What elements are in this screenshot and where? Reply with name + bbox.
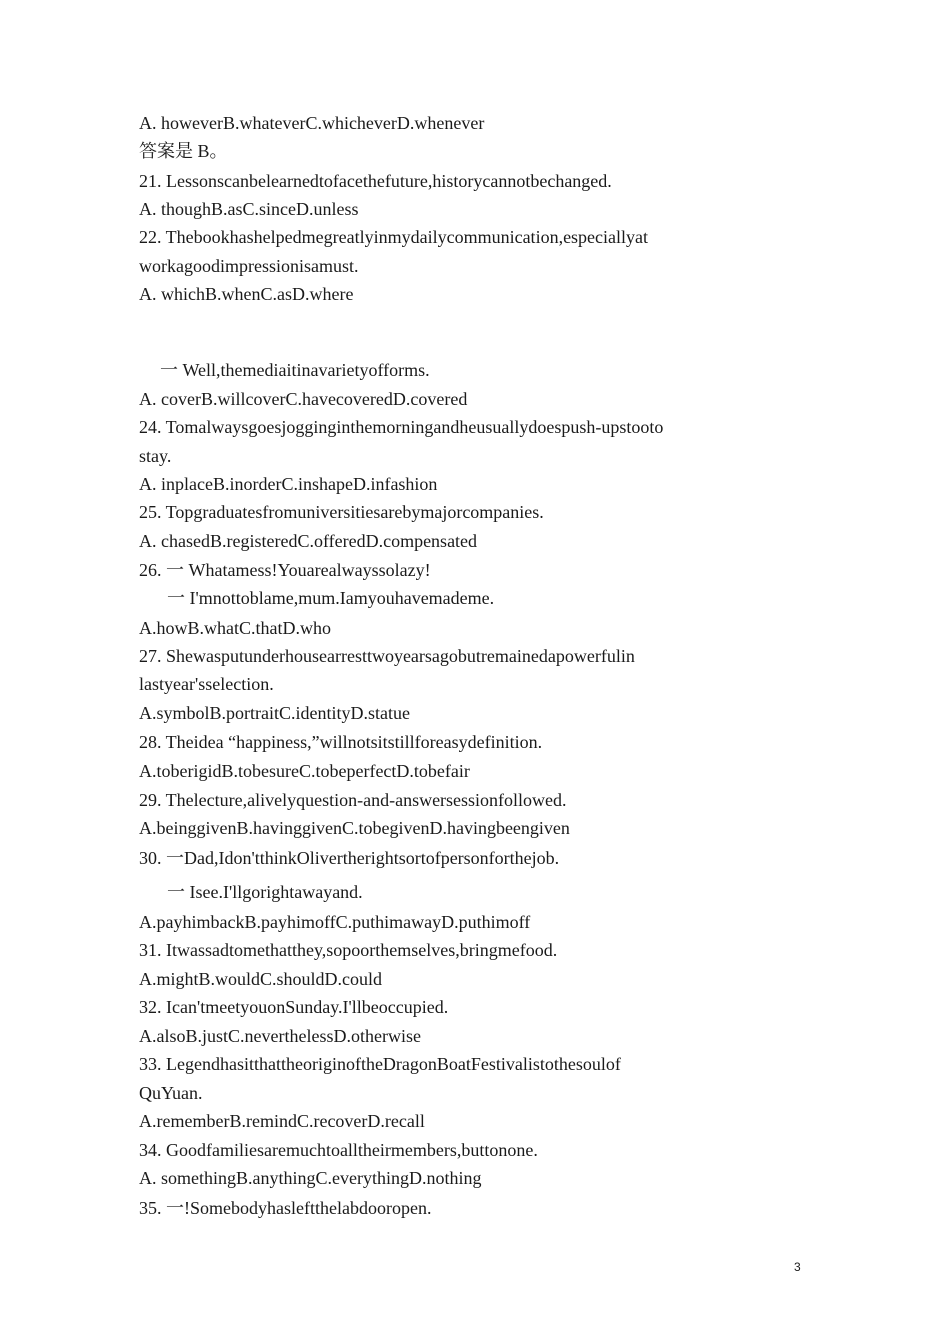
text-line: 30. 一Dad,Idon'tthinkOlivertherightsortofpersonforthejob. bbox=[139, 848, 560, 868]
text-line: 21. Lessonscanbelearnedtofacethefuture,historycannotbechanged. bbox=[139, 171, 612, 191]
text-line: 27. Shewasputunderhousearresttwoyearsagobutremainedapowerfulin bbox=[139, 646, 635, 666]
page-number: 3 bbox=[794, 1260, 801, 1274]
text-line: 29. Thelecture,alivelyquestion-and-answersessionfollowed. bbox=[139, 790, 567, 810]
text-line: 35. 一!Somebodyhasleftthelabdooropen. bbox=[139, 1198, 432, 1218]
text-line: workagoodimpressionisamust. bbox=[139, 256, 359, 276]
text-line: 一 Well,themediaitinavarietyofforms. bbox=[160, 360, 430, 380]
text-line: 32. Ican'tmeetyouonSunday.I'llbeoccupied. bbox=[139, 997, 449, 1017]
text-line: lastyear'sselection. bbox=[139, 674, 274, 694]
text-line: A. whichB.whenC.asD.where bbox=[139, 284, 354, 304]
text-line: 34. Goodfamiliesaremuchtoalltheirmembers,buttonone. bbox=[139, 1140, 538, 1160]
text-line: A. somethingB.anythingC.everythingD.nothing bbox=[139, 1168, 482, 1188]
text-line: A. chasedB.registeredC.offeredD.compensated bbox=[139, 531, 478, 551]
text-line: 26. 一 Whatamess!Youarealwayssolazy! bbox=[139, 560, 431, 580]
text-line: A.symbolB.portraitC.identityD.statue bbox=[139, 703, 410, 723]
text-line: A. thoughB.asC.sinceD.unless bbox=[139, 199, 359, 219]
text-line: 28. Theidea “happiness,”willnotsitstillforeasydefinition. bbox=[139, 732, 543, 752]
text-line: A.mightB.wouldC.shouldD.could bbox=[139, 969, 383, 989]
text-line: 答案是 B。 bbox=[139, 141, 228, 161]
text-line: A.payhimbackB.payhimoffC.puthimawayD.puthimoff bbox=[139, 912, 531, 932]
text-line: QuYuan. bbox=[139, 1083, 203, 1103]
text-line: A. coverB.willcoverC.havecoveredD.covered bbox=[139, 389, 468, 409]
text-line: 一 Isee.I'llgorightawayand. bbox=[167, 882, 363, 902]
text-line: 22. Thebookhashelpedmegreatlyinmydailycommunication,especiallyat bbox=[139, 227, 649, 247]
text-line: A.rememberB.remindC.recoverD.recall bbox=[139, 1111, 425, 1131]
text-line: 24. Tomalwaysgoesjogginginthemorningandheusuallydoespush-upstooto bbox=[139, 417, 664, 437]
text-line: A. inplaceB.inorderC.inshapeD.infashion bbox=[139, 474, 438, 494]
text-line: stay. bbox=[139, 446, 172, 466]
text-line: 25. Topgraduatesfromuniversitiesarebymajorcompanies. bbox=[139, 502, 544, 522]
text-line: A. howeverB.whateverC.whicheverD.whenever bbox=[139, 113, 485, 133]
text-line: 31. Itwassadtomethatthey,sopoorthemselves,bringmefood. bbox=[139, 940, 558, 960]
text-line: A.howB.whatC.thatD.who bbox=[139, 618, 331, 638]
text-line: 33. LegendhasitthattheoriginoftheDragonBoatFestivalistothesoulof bbox=[139, 1054, 621, 1074]
text-line: A.alsoB.justC.neverthelessD.otherwise bbox=[139, 1026, 421, 1046]
text-line: A.beinggivenB.havinggivenC.tobegivenD.havingbeengiven bbox=[139, 818, 570, 838]
text-line: A.toberigidB.tobesureC.tobeperfectD.tobefair bbox=[139, 761, 470, 781]
text-line: 一 I'mnottoblame,mum.Iamyouhavemademe. bbox=[167, 588, 495, 608]
